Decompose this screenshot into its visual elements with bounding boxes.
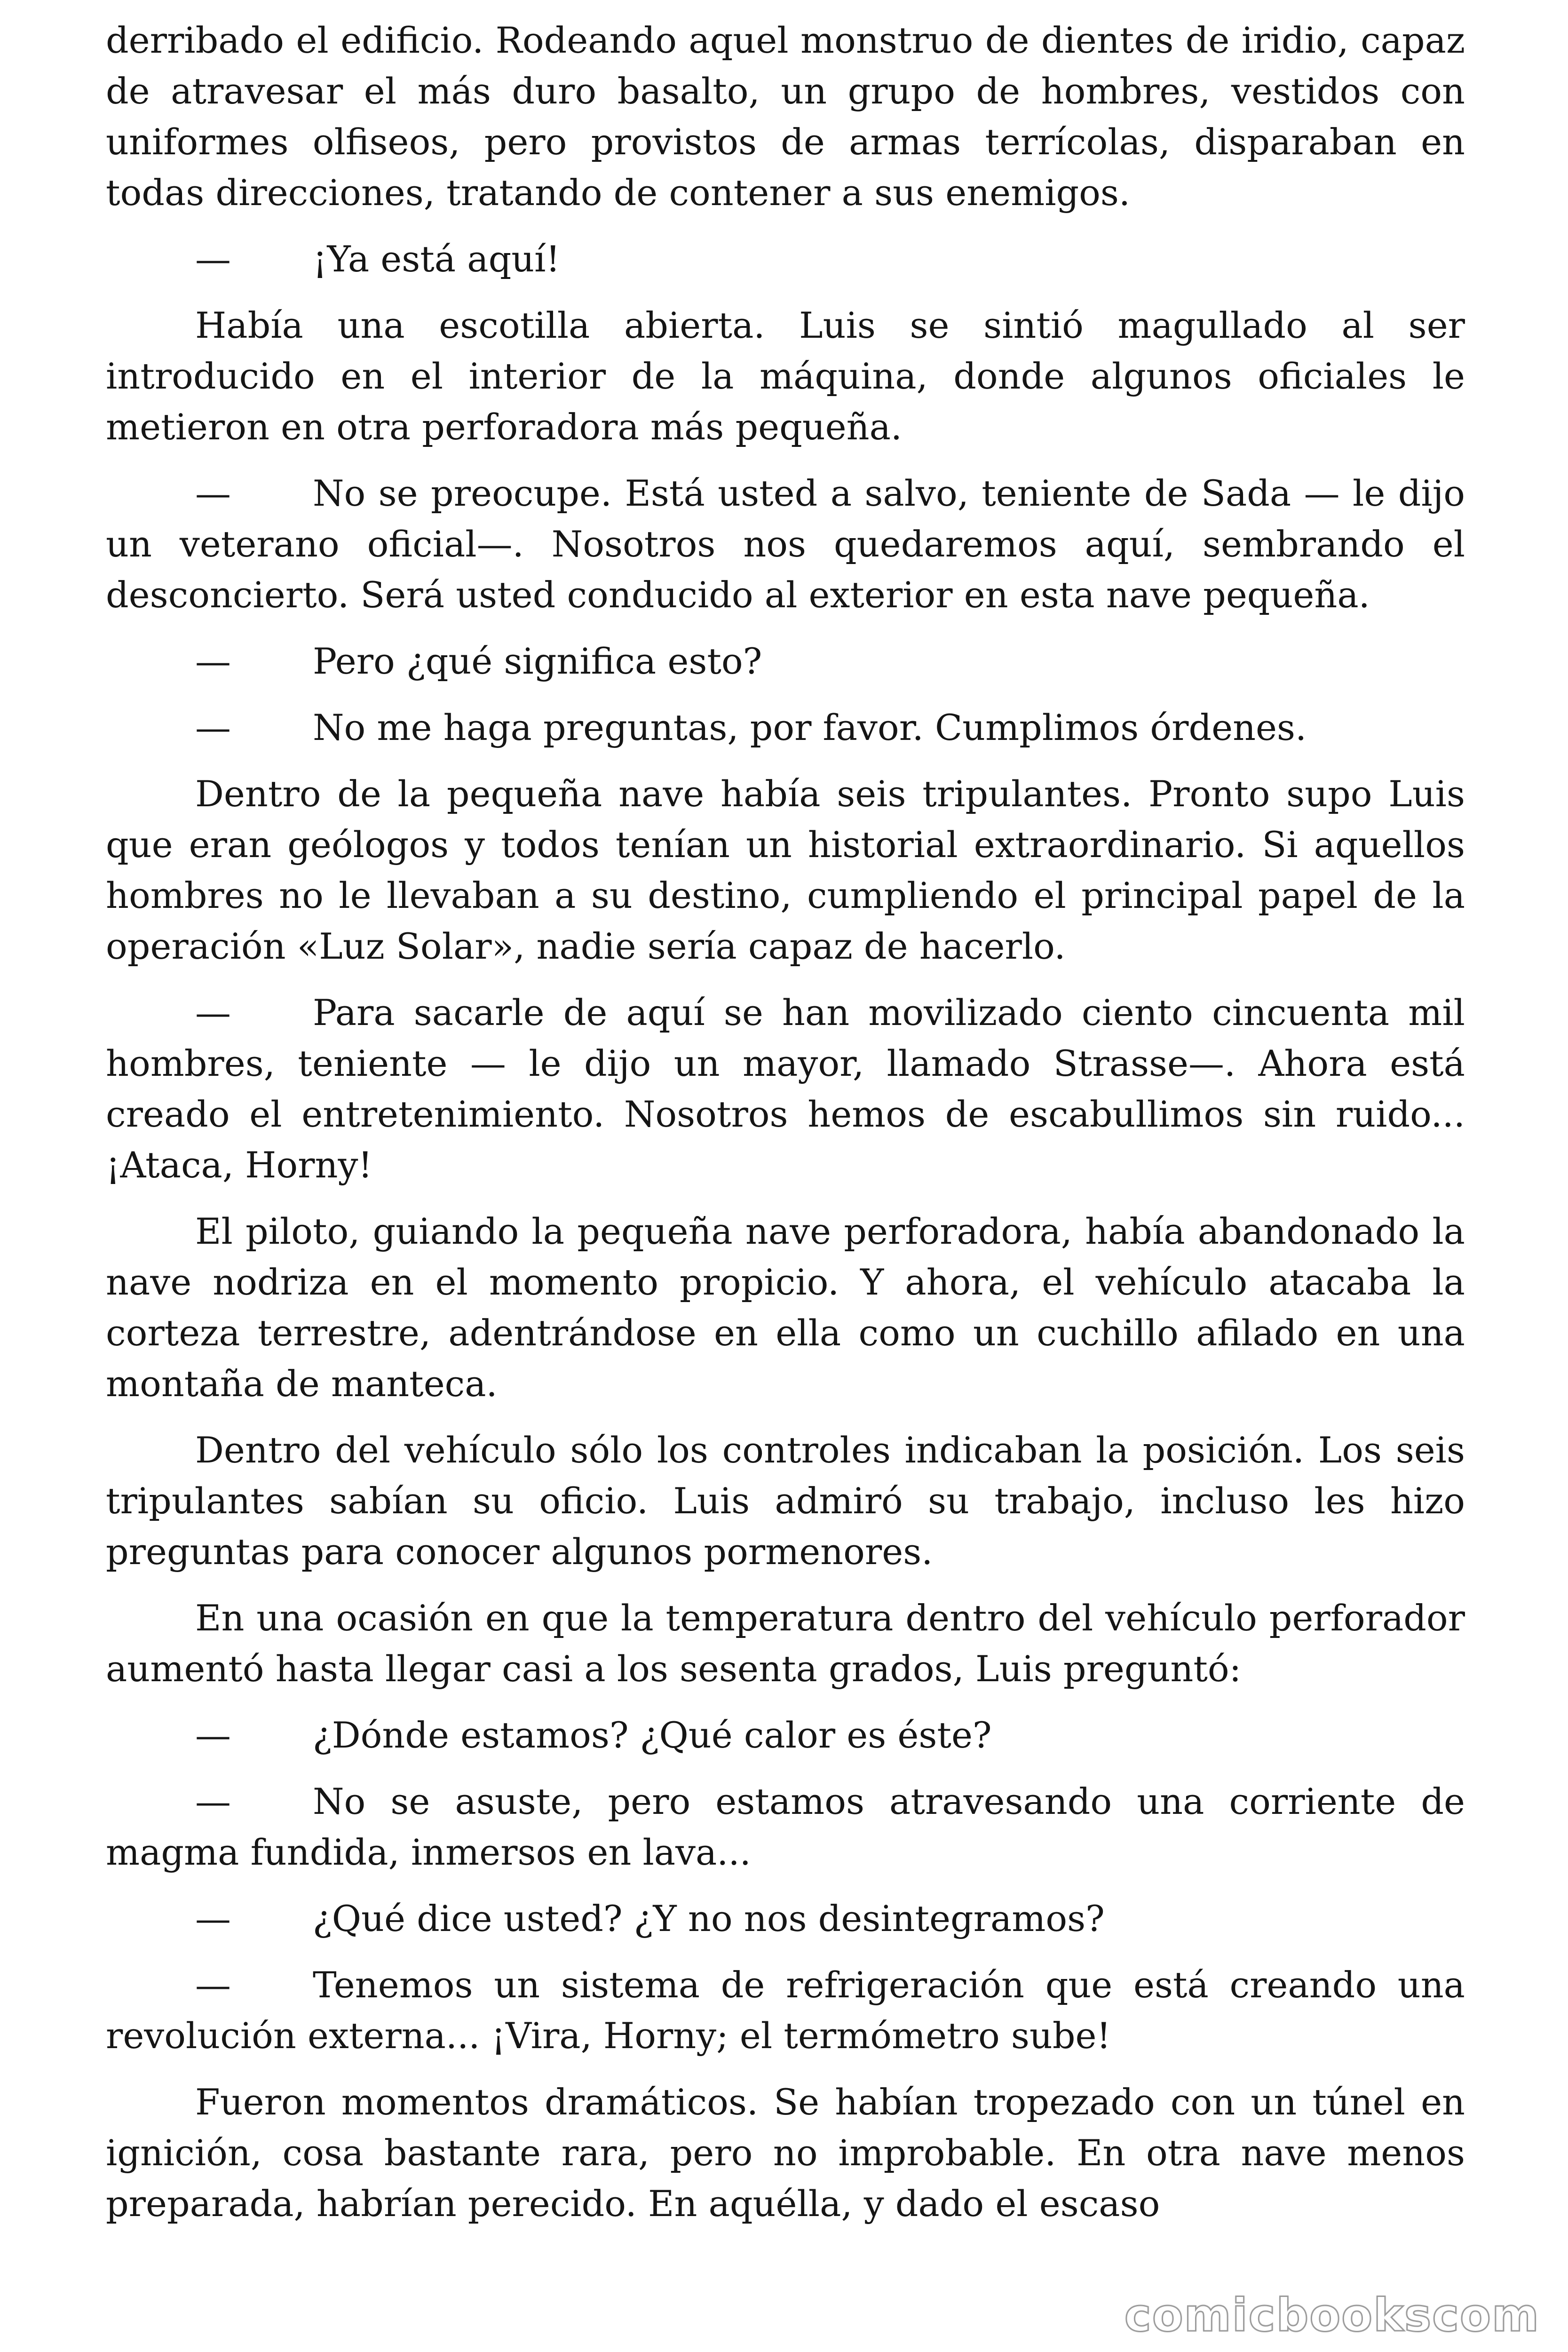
dialogue-dash: — xyxy=(195,707,231,748)
dialogue-text: No se preocupe. Está usted a salvo, teniente de Sada — le dijo un veterano oficial—. Nosotros nos quedaremos aquí, sembrando el desconcierto. Será usted conducido al exterior en esta nave pequeña. xyxy=(106,472,1465,616)
site-watermark: comicbookscom xyxy=(1124,2289,1540,2342)
narrative-paragraph: Dentro del vehículo sólo los controles indicaban la posición. Los seis tripulantes sabían su oficio. Luis admiró su trabajo, incluso les hizo preguntas para conocer algunos pormenores. xyxy=(106,1429,1465,1573)
narrative-paragraph: El piloto, guiando la pequeña nave perforadora, había abandonado la nave nodriza en el momento propicio. Y ahora, el vehículo atacaba la corteza terrestre, adentrándose en ella como un cuchillo afilado en una montaña de manteca. xyxy=(106,1210,1465,1405)
dialogue-text: Tenemos un sistema de refrigeración que está creando una revolución externa... ¡Vira, Horny; el termómetro sube! xyxy=(106,1964,1465,2057)
dialogue-dash: — xyxy=(195,1964,231,2006)
dialogue-paragraph xyxy=(106,1893,1465,1944)
dialogue-dash: — xyxy=(195,992,231,1033)
dialogue-dash: — xyxy=(195,1714,231,1756)
narrative-paragraph: Dentro de la pequeña nave había seis tripulantes. Pronto supo Luis que eran geólogos y todos tenían un historial extraordinario. Si aquellos hombres no le llevaban a su destino, cumpliendo el principal papel de la operación «Luz Solar», nadie sería capaz de hacerlo. xyxy=(106,773,1465,967)
dialogue-text: No se asuste, pero estamos atravesando una corriente de magma fundida, inmersos en lava... xyxy=(106,1780,1465,1873)
dialogue-dash: — xyxy=(195,472,231,514)
dialogue-text: ¡Ya está aquí! xyxy=(313,238,561,280)
dialogue-dash: — xyxy=(195,1898,231,1939)
dialogue-paragraph xyxy=(106,702,1465,753)
narrative-paragraph: Fueron momentos dramáticos. Se habían tropezado con un túnel en ignición, cosa bastante rara, pero no improbable. En otra nave menos preparada, habrían perecido. En aquélla, y dado el escaso xyxy=(106,2081,1465,2225)
book-page-text xyxy=(106,15,1465,2245)
dialogue-dash: — xyxy=(195,1780,231,1822)
dialogue-text: Para sacarle de aquí se han movilizado ciento cincuenta mil hombres, teniente — le dijo un mayor, llamado Strasse—. Ahora está creado el entretenimiento. Nosotros hemos de escabullimos sin ruido... ¡Ataca, Horny! xyxy=(106,992,1465,1186)
narrative-paragraph: Había una escotilla abierta. Luis se sintió magullado al ser introducido en el interior de la máquina, donde algunos oficiales le metieron en otra perforadora más pequeña. xyxy=(106,304,1465,448)
dialogue-paragraph xyxy=(106,636,1465,687)
dialogue-text: Pero ¿qué significa esto? xyxy=(313,640,762,682)
dialogue-paragraph xyxy=(106,1710,1465,1761)
dialogue-dash: — xyxy=(195,238,231,280)
dialogue-paragraph xyxy=(106,1776,1465,1878)
dialogue-paragraph xyxy=(106,987,1465,1191)
continued-paragraph: derribado el edificio. Rodeando aquel monstruo de dientes de iridio, capaz de atravesar el más duro basalto, un grupo de hombres, vestidos con uniformes olfiseos, pero provistos de armas terrícolas, disparaban en todas direcciones, tratando de contener a sus enemigos. xyxy=(106,19,1465,214)
dialogue-paragraph xyxy=(106,234,1465,285)
dialogue-text: ¿Dónde estamos? ¿Qué calor es éste? xyxy=(313,1714,992,1756)
dialogue-text: ¿Qué dice usted? ¿Y no nos desintegramos? xyxy=(313,1898,1105,1939)
dialogue-paragraph xyxy=(106,468,1465,620)
dialogue-dash: — xyxy=(195,640,231,682)
narrative-paragraph: En una ocasión en que la temperatura dentro del vehículo perforador aumentó hasta llegar casi a los sesenta grados, Luis preguntó: xyxy=(106,1597,1465,1690)
dialogue-paragraph xyxy=(106,1960,1465,2061)
dialogue-text: No me haga preguntas, por favor. Cumplimos órdenes. xyxy=(313,707,1307,748)
